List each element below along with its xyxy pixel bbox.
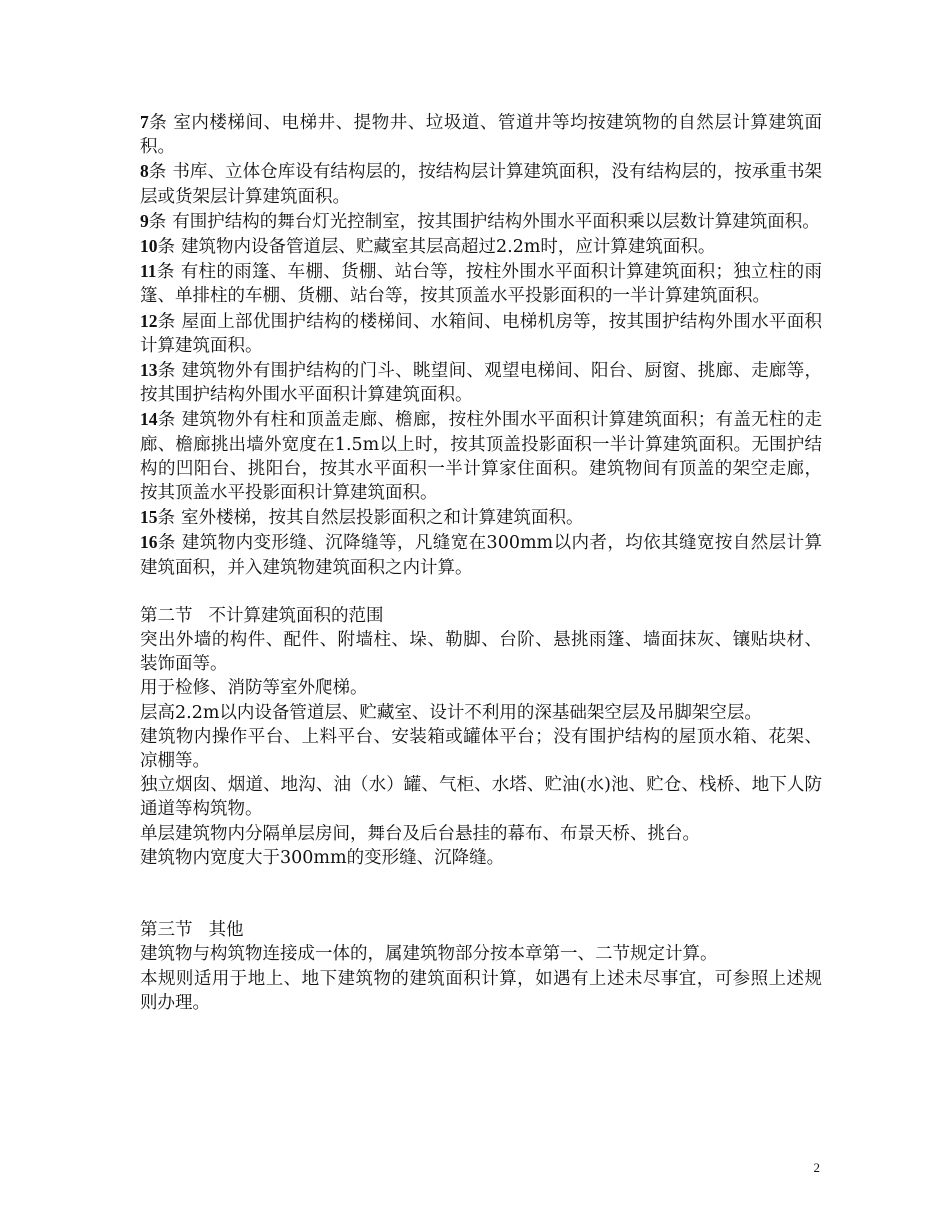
clause-label: 条 xyxy=(157,361,176,382)
clause-number: 7 xyxy=(140,112,149,132)
clause-label: 条 xyxy=(157,508,175,529)
clause-16 xyxy=(140,530,822,579)
section-2-item: 独立烟囱、烟道、地沟、油（水）罐、气柜、水塔、贮油(水)池、贮仓、栈桥、地下人防通道等构筑物。 xyxy=(140,775,822,820)
clause-text: 屋面上部优围护结构的楼梯间、水箱间、电梯机房等，按其围护结构外围水平面积计算建筑面积。 xyxy=(140,311,823,356)
section-name: 不计算建筑面积的范围 xyxy=(208,605,384,626)
clause-9 xyxy=(140,209,822,234)
section-2-item: 突出外墙的构件、配件、附墙柱、垛、勒脚、台阶、悬挑雨篷、墙面抹灰、镶贴块材、装饰面等。 xyxy=(140,630,822,675)
section-3-item: 本规则适用于地上、地下建筑物的建筑面积计算，如遇有上述未尽事宜，可参照上述规则办理。 xyxy=(140,968,822,1013)
clause-label: 条 xyxy=(148,113,168,133)
clause-text: 建筑物外有柱和顶盖走廊、檐廊，按柱外围水平面积计算建筑面积；有盖无柱的走廊、檐廊挑出墙外宽度在1.5m以上时，按其顶盖投影面积一半计算建筑面积。无围护结构的凹阳台、挑阳台，按其水平面积一半计算家住面积。建筑物间有顶盖的架空走廊，按其顶盖水平投影面积计算建筑面积。 xyxy=(140,410,823,504)
section-2-item: 用于检修、消防等室外爬梯。 xyxy=(140,678,368,699)
section-3-item: 建筑物与构筑物连接成一体的，属建筑物部分按本章第一、二节规定计算。 xyxy=(140,944,718,965)
clause-15 xyxy=(140,505,822,530)
clause-label: 条 xyxy=(148,162,167,183)
clause-14 xyxy=(140,407,822,505)
document-body xyxy=(140,110,822,1015)
clause-12 xyxy=(140,309,822,358)
clause-text: 建筑物内变形缝、沉降缝等，凡缝宽在300mm以内者，均依其缝宽按自然层计算建筑面积，并入建筑物建筑面积之内计算。 xyxy=(140,533,823,578)
section-label: 第三节 xyxy=(140,920,193,941)
clause-text: 建筑物内设备管道层、贮藏室其层高超过2.2m时，应计算建筑面积。 xyxy=(181,237,716,258)
clause-number: 8 xyxy=(140,161,149,182)
clause-text: 有柱的雨篷、车棚、货棚、站台等，按柱外围水平面积计算建筑面积；独立柱的雨篷、单排柱的车棚、货棚、站台等，按其顶盖水平投影面积的一半计算建筑面积。 xyxy=(140,262,823,307)
clause-label: 条 xyxy=(156,262,175,283)
clause-13 xyxy=(140,358,822,407)
clause-text: 有围护结构的舞台灯光控制室，按其围护结构外围水平面积乘以层数计算建筑面积。 xyxy=(172,211,820,232)
clause-label: 条 xyxy=(157,311,176,332)
clause-number: 14 xyxy=(140,409,158,430)
paragraph-gap xyxy=(140,580,822,604)
section-2-item: 建筑物内宽度大于300mm的变形缝、沉降缝。 xyxy=(140,847,505,868)
clause-number: 10 xyxy=(140,236,158,257)
clause-text: 书库、立体仓库设有结构层的，按结构层计算建筑面积，没有结构层的，按承重书架层或货架层计算建筑面积。 xyxy=(140,162,823,207)
clause-number: 11 xyxy=(140,261,157,282)
section-3-title xyxy=(140,918,822,942)
clause-label: 条 xyxy=(148,211,167,232)
clause-10 xyxy=(140,234,822,259)
section-2-item: 层高2.2m以内设备管道层、贮藏室、设计不利用的深基础架空层及吊脚架空层。 xyxy=(140,702,762,723)
clause-number: 13 xyxy=(140,360,158,381)
section-2-item: 建筑物内操作平台、上料平台、安装箱或罐体平台；没有围护结构的屋顶水箱、花架、凉棚等。 xyxy=(140,726,822,772)
clause-8 xyxy=(140,159,822,208)
section-2-item: 单层建筑物内分隔单层房间，舞台及后台悬挂的幕布、布景天桥、挑台。 xyxy=(140,823,700,844)
section-label: 第二节 xyxy=(140,605,193,626)
clause-number: 15 xyxy=(140,507,158,528)
paragraph-gap xyxy=(140,870,822,918)
clause-label: 条 xyxy=(157,237,175,258)
section-name: 其他 xyxy=(208,920,244,941)
clause-label: 条 xyxy=(157,410,176,431)
clause-number: 16 xyxy=(140,532,158,553)
clause-number: 12 xyxy=(140,310,158,331)
section-2-title xyxy=(140,604,822,628)
clause-11 xyxy=(140,259,822,308)
clause-text: 建筑物外有围护结构的门斗、眺望间、观望电梯间、阳台、厨窗、挑廊、走廊等，按其围护结构外围水平面积计算建筑面积。 xyxy=(140,361,823,406)
page-number: 2 xyxy=(813,1160,820,1175)
clause-number: 9 xyxy=(140,210,149,231)
clause-text: 室内楼梯间、电梯井、提物井、垃圾道、管道井等均按建筑物的自然层计算建筑面积。 xyxy=(140,113,823,158)
clause-label: 条 xyxy=(157,533,176,554)
clause-7 xyxy=(140,110,822,159)
clause-text: 室外楼梯，按其自然层投影面积之和计算建筑面积。 xyxy=(181,508,584,529)
